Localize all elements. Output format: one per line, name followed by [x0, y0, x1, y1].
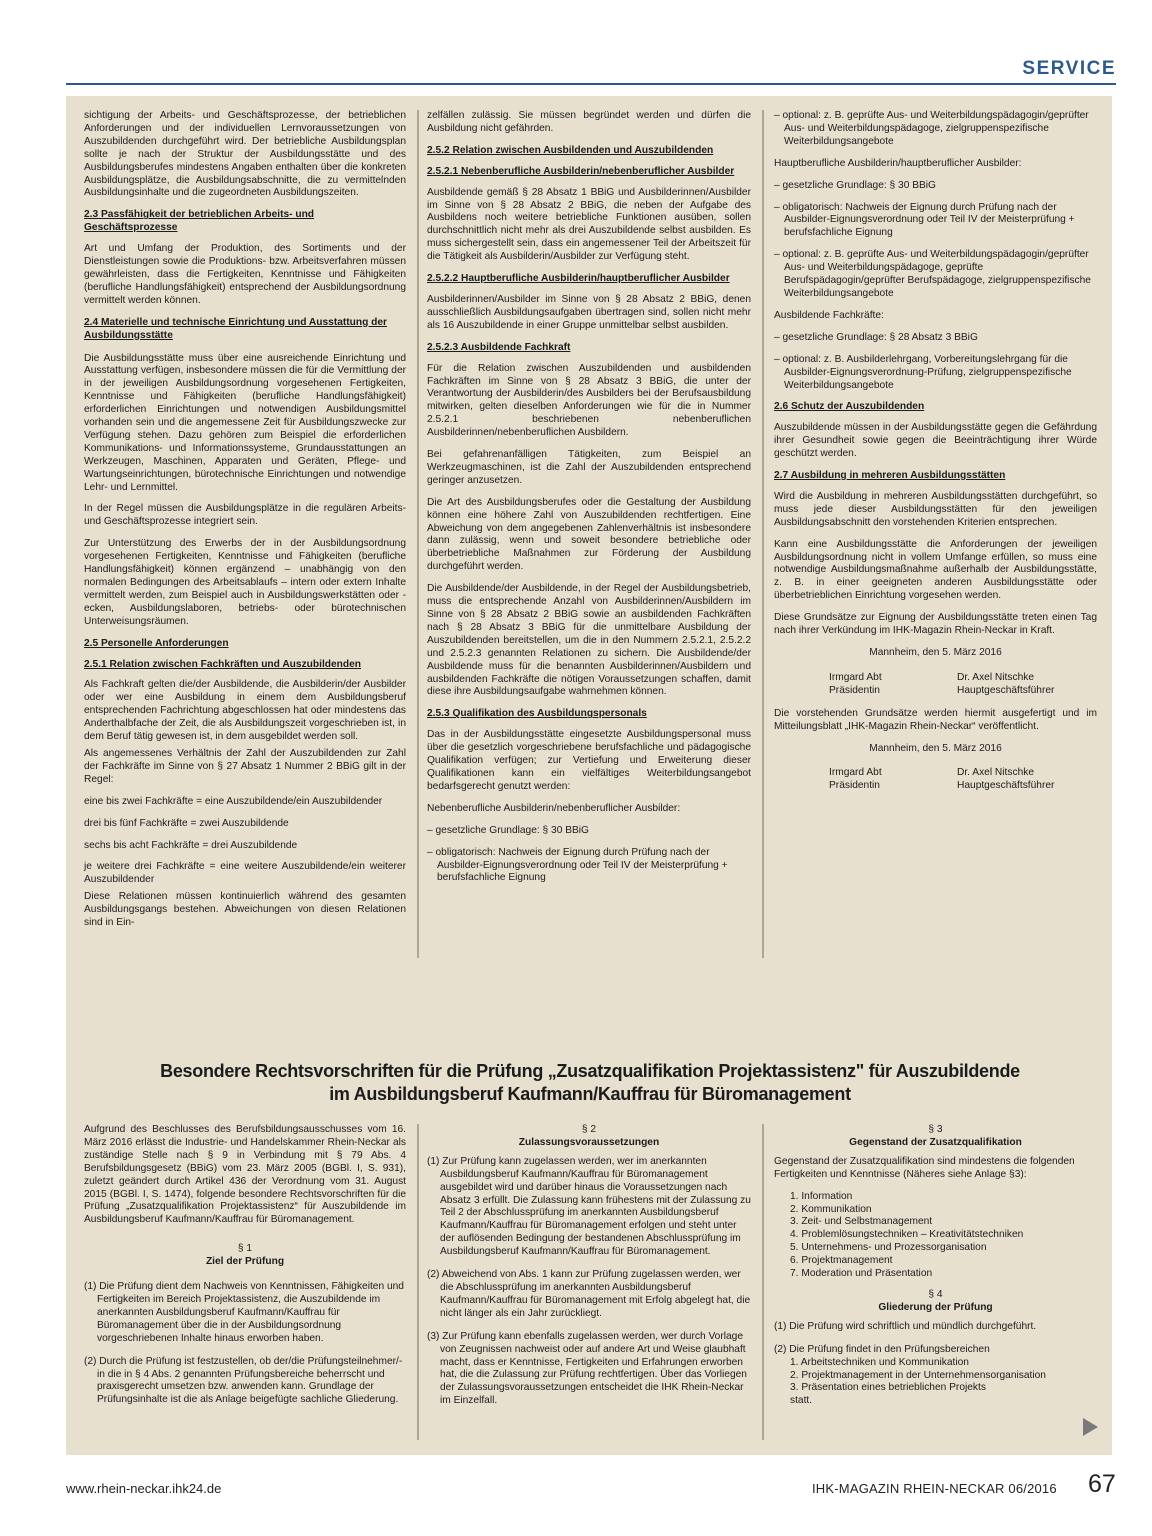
heading-2-5-2: 2.5.2 Relation zwischen Ausbildenden und Auszubildenden — [427, 144, 714, 156]
list-item: 3. Zeit- und Selbstmanagement — [790, 1216, 933, 1228]
paragraph: Ausbildende Fachkräfte: — [774, 309, 884, 321]
paragraph: Diese Relationen müssen kontinuierlich während des gesamten Ausbildungsgangs bestehen. Abweichungen von diesen Relationen sind in Ein- — [84, 891, 406, 929]
ratio-line: je weitere drei Fachkräfte = eine weitere Auszubildende/ein weiterer Auszubildender — [84, 861, 406, 886]
paragraph: Als Fachkraft gelten die/der Ausbildende, die Ausbilderin/der Ausbilder oder wer eine Ausbildung in einem dem Ausbildungsberuf entsprechenden Fachrichtung abgeschlossen hat oder mindestens das Anderthalbfache der Zeit, die als Ausbildungszeit vorgeschrieben ist, in dem Beruf tätig gewesen ist, in dem ausgebildet werden soll. — [84, 679, 406, 743]
regulation-title — [90, 1060, 1090, 1106]
section-number: § 3 — [928, 1124, 943, 1135]
paragraph: Art und Umfang der Produktion, des Sortiments und der Dienstleistungen sowie die Produktions- bzw. Arbeitsverfahren müssen gewährleisten, dass die Fertigkeiten, Kenntnisse und Fähigkeiten (berufliche Handlungsfähigkeit) entsprechend der Ausbildungsordnung vermittelt werden können. — [84, 243, 406, 306]
signature-block — [829, 767, 1097, 793]
date-line: Mannheim, den 5. März 2016 — [869, 742, 1002, 754]
paragraph: Auszubildende müssen in der Ausbildungsstätte gegen die Gefährdung ihrer Gesundheit sowie gegen die Beeinträchtigung ihrer Würde geschützt werden. — [774, 422, 1097, 460]
signature-block — [829, 672, 1097, 698]
dash-item: – optional: z. B. Ausbilderlehrgang, Vorbereitungslehrgang für die Ausbilder-Eignungsverordnung-Prüfung, zielgruppenspezifische Weiterbildungsangebote — [774, 353, 1072, 391]
paragraph: Wird die Ausbildung in mehreren Ausbildungsstätten durchgeführt, so muss jede dieser Ausbildungsstätten für den jeweiligen Ausbildungsabschnitt den vorstehenden Kriterien entsprechen. — [774, 490, 1097, 528]
heading-2-6: 2.6 Schutz der Auszubildenden — [774, 401, 925, 413]
section-number: § 4 — [928, 1288, 943, 1300]
heading-2-5-1: 2.5.1 Relation zwischen Fachkräften und Auszubildenden — [84, 658, 361, 670]
paragraph: Die vorstehenden Grundsätze werden hiermit ausgefertigt und im Mitteilungsblatt „IHK-Magazin Rhein-Neckar“ veröffentlicht. — [774, 707, 1097, 732]
clause: (2) Abweichend von Abs. 1 kann zur Prüfung zugelassen werden, wer die Abschlussprüfung im anerkannten Ausbildungsberuf Kaufmann/Kauffrau für Büromanagement mit Erfolg abgelegt hat, die nicht länger als ein Jahr zurückliegt. — [427, 1269, 751, 1319]
regulation-title-line: im Ausbildungsberuf Kaufmann/Kauffrau für Büromanagement — [329, 1084, 851, 1104]
signatory-role: Präsidentin — [829, 780, 880, 792]
heading-2-5-2-2: 2.5.2.2 Hauptberufliche Ausbilderin/hauptberuflicher Ausbilder — [427, 273, 730, 285]
signatory-name: Dr. Axel Nitschke — [957, 767, 1034, 779]
heading-2-5-2-3: 2.5.2.3 Ausbildende Fachkraft — [427, 341, 571, 353]
paragraph: Gegenstand der Zusatzqualifikation sind mindestens die folgenden Fertigkeiten und Kenntnisse (Näheres siehe Anlage §3): — [774, 1155, 1075, 1180]
section-title: Zulassungsvoraussetzungen — [518, 1136, 660, 1148]
list-item: 3. Präsentation eines betrieblichen Projekts — [790, 1382, 986, 1394]
section-title: Gegenstand der Zusatzqualifikation — [849, 1136, 1022, 1148]
column-divider — [762, 110, 764, 958]
paragraph: sichtigung der Arbeits- und Geschäftsprozesse, der betrieblichen Anforderungen und der individuellen Lernvoraussetzungen von Auszubildenden durchgeführt wird. Der betriebliche Ausbildungsplan sollte je nach der Struktur der Ausbildungsstätte und des Ausbildungsberufes mindestens Angaben enthalten über die konkreten Ausbildungsplätze, die Ausbildungsabschnitte, die zu vermittelnden Ausbildungsinhalte und die zugeordneten Ausbildungszeiten. — [84, 110, 406, 199]
footer-magazine: IHK-MAGAZIN RHEIN-NECKAR 06/2016 — [812, 1481, 1057, 1496]
signatory — [957, 672, 1085, 698]
paragraph: Zur Unterstützung des Erwerbs der in der Ausbildungsordnung vorgesehenen Fertigkeiten, Kenntnisse und Fähigkeiten (berufliche Handlungsfähigkeit) können ergänzend – unabhängig von den normalen Bedingungen des Arbeitsablaufs – intern oder extern Inhalte vermittelt werden, zum Beispiel auch in Ausbildungswerkstätten oder -ecken, Ausbildungslaboren, betriebs- oder bürotechnischen Unterweisungsräumen. — [84, 538, 406, 627]
list-item: 2. Kommunikation — [790, 1203, 872, 1215]
paragraph: zelfällen zulässig. Sie müssen begründet werden und dürfen die Ausbildung nicht gefährden. — [427, 110, 751, 134]
paragraph: Hauptberufliche Ausbilderin/hauptberuflicher Ausbilder: — [774, 157, 1022, 169]
list-item: 1. Arbeitstechniken und Kommunikation — [790, 1356, 969, 1368]
paragraph: Kann eine Ausbildungsstätte die Anforderungen der jeweiligen Ausbildungsordnung nicht in vollem Umfange erfüllen, so muss eine notwendige Ausbildungsmaßnahme außerhalb der Ausbildungsstätte, z. B. in einer geeigneten anderen Ausbildungsstätte oder überbetrieblichen Einrichtung vorgesehen werden. — [774, 538, 1097, 602]
paragraph: Für die Relation zwischen Auszubildenden und ausbildenden Fachkräften im Sinne von § 28 Absatz 3 BBiG, die unter der Verantwortung der Ausbilderin/des Ausbilders bei der Berufsausbildung mitwirken, gelten dieselben Anforderungen wie für die in Nummer 2.5.2.1 beschriebenen nebenberuflichen Ausbilderinnen/nebenberuflichen Ausbildern. — [427, 362, 751, 439]
column-divider — [417, 110, 419, 958]
clause: (1) Zur Prüfung kann zugelassen werden, wer im anerkannten Ausbildungsberuf Kaufmann/Kauffrau für Büromanagement ausgebildet wird und darüber hinaus die Voraussetzungen nach Absatz 3 erfüllt. Die Zulassung kann frühestens mit der Zulassung zu Teil 2 der Abschlussprüfung im anerkannten Ausbildungsberuf Kaufmann/Kauffrau für Büromanagement erfolgen und steht unter der auflösenden Bedingung der bestandenen Abschlussprüfung im Ausbildungsberuf Kaufmann/Kauffrau für Büromanagement. — [427, 1155, 751, 1258]
ratio-line: sechs bis acht Fachkräfte = drei Auszubildende — [84, 839, 298, 851]
section-title: Ziel der Prüfung — [205, 1256, 285, 1268]
section-number: § 2 — [581, 1124, 597, 1135]
paragraph: Als angemessenes Verhältnis der Zahl der Auszubildenden zur Zahl der Fachkräfte im Sinne von § 27 Absatz 1 Nummer 2 BBiG gilt in der Regel: — [84, 747, 406, 785]
column-divider — [417, 1124, 419, 1440]
dash-item: – gesetzliche Grundlage: § 28 Absatz 3 BBiG — [774, 331, 978, 343]
list-item: 2. Projektmanagement in der Unternehmensorganisation — [790, 1369, 1046, 1381]
signatory-name: Dr. Axel Nitschke — [957, 671, 1034, 683]
list-item: 6. Projektmanagement — [790, 1255, 893, 1267]
signatory-role: Hauptgeschäftsführer — [957, 684, 1055, 696]
dash-item: – obligatorisch: Nachweis der Eignung durch Prüfung nach der Ausbilder-Eignungsverordnung oder Teil IV der Meisterprüfung + berufsfachliche Eignung — [774, 201, 1075, 239]
signatory-name: Irmgard Abt — [829, 671, 882, 683]
section-3-heading — [774, 1124, 1097, 1150]
dash-item: – gesetzliche Grundlage: § 30 BBiG — [427, 824, 589, 836]
ratio-line: eine bis zwei Fachkräfte = eine Auszubildende/ein Auszubildender — [84, 795, 383, 807]
paragraph: Diese Grundsätze zur Eignung der Ausbildungsstätte treten einen Tag nach ihrer Verkündung im IHK-Magazin Rhein-Neckar in Kraft. — [774, 612, 1097, 637]
heading-2-3: 2.3 Passfähigkeit der betrieblichen Arbeits- und Geschäftsprozesse — [84, 209, 315, 234]
paragraph: Die Art des Ausbildungsberufes oder die Gestaltung der Ausbildung können eine höhere Zahl von Auszubildenden rechtfertigen. Eine Abweichung von dem angegebenen Zahlenverhältnis ist insbesondere dann zulässig, wenn und soweit besondere betriebliche oder überbetriebliche Maßnahmen zur Förderung der Ausbildung durchgeführt werden. — [427, 496, 751, 573]
list-item: 7. Moderation und Präsentation — [790, 1268, 933, 1280]
heading-2-5-2-1: 2.5.2.1 Nebenberufliche Ausbilderin/nebenberuflicher Ausbilder — [427, 165, 735, 177]
list-item: statt. — [790, 1395, 813, 1407]
paragraph: Bei gefahrenanfälligen Tätigkeiten, zum Beispiel an Werkzeugmaschinen, ist die Zahl der Auszubildenden entsprechend geringer anzusetzen. — [427, 449, 751, 486]
list-item: 4. Problemlösungstechniken – Kreativitätstechniken — [790, 1229, 1024, 1241]
dash-item: – optional: z. B. geprüfte Aus- und Weiterbildungspädagogin/geprüfter Aus- und Weiterbildungspädagoge, zielgruppenspezifische Weiterbildungsangebote — [774, 110, 1089, 147]
paragraph: Die Ausbildende/der Ausbildende, in der Regel der Ausbildungsbetrieb, muss die entsprechende Anzahl von Ausbilderinnen/Ausbildern im Sinne von § 28 Absatz 2 BBiG sowie an ausbildenden Fachkräften nach § 28 Absatz 3 BBiG für die unmittelbare Ausbildung der Auszubildenden bereitstellen, um die in den Nummern 2.5.2.1, 2.5.2.2 und 2.5.2.3 genannten Relationen zu sichern. Die Ausbildende/der Ausbildende muss für die benannten Ausbilderinnen/Ausbildern und ausbildenden Fachkräfte die nötigen Voraussetzungen schaffen, damit diese ihre Ausbildungsaufgabe wahrnehmen können. — [427, 583, 751, 698]
column-divider — [762, 1124, 764, 1440]
section-4-heading — [774, 1289, 1097, 1315]
column-2 — [427, 110, 751, 894]
heading-2-5: 2.5 Personelle Anforderungen — [84, 637, 229, 649]
list-item: 1. Information — [790, 1190, 853, 1202]
clause: (3) Zur Prüfung kann ebenfalls zugelassen werden, wer durch Vorlage von Zeugnissen nachweist oder auf andere Art und Weise glaubhaft macht, dass er Kenntnisse, Fertigkeiten und Erfahrungen erworben hat, die die Zulassung zur Prüfung rechtfertigen. Über das Vorliegen der Zulassungsvoraussetzungen entscheidet die IHK Rhein-Neckar im Einzelfall. — [427, 1330, 747, 1407]
section-label: SERVICE — [1022, 58, 1116, 79]
paragraph: Nebenberufliche Ausbilderin/nebenberuflicher Ausbilder: — [427, 802, 681, 814]
heading-2-7: 2.7 Ausbildung in mehreren Ausbildungsstätten — [774, 470, 1006, 482]
signatory-name: Irmgard Abt — [829, 767, 882, 779]
ratio-line: drei bis fünf Fachkräfte = zwei Auszubildende — [84, 817, 289, 829]
signatory — [829, 672, 957, 698]
heading-2-4: 2.4 Materielle und technische Einrichtung und Ausstattung der Ausbildungsstätte — [84, 316, 388, 341]
dash-item: – obligatorisch: Nachweis der Eignung durch Prüfung nach der Ausbilder-Eignungsverordnung oder Teil IV der Meisterprüfung + berufsfachliche Eignung — [427, 846, 728, 884]
regulation-column-3 — [774, 1124, 1097, 1408]
signatory — [829, 767, 957, 793]
heading-2-5-3: 2.5.3 Qualifikation des Ausbildungspersonals — [427, 708, 647, 720]
paragraph: Aufgrund des Beschlusses des Berufsbildungsausschusses vom 16. März 2016 erlässt die Industrie- und Handelskammer Rhein-Neckar als zuständige Stelle nach § 9 in Verbindung mit § 79 Abs. 4 Berufsbildungsgesetz (BBiG) vom 23. März 2005 (BGBl. I, S. 931), zuletzt geändert durch Artikel 436 der Verordnung vom 31. August 2015 (BGBl. I, S. 1474), folgende besondere Rechtsvorschriften für die Prüfung „Zusatzqualifikation Projektassistenz“ für Auszubildende im Ausbildungsberuf Kaufmann/Kauffrau für Büromanagement. — [84, 1124, 406, 1226]
signatory — [957, 767, 1085, 793]
clause: (2) Durch die Prüfung ist festzustellen, ob der/die Prüfungsteilnehmer/-in die in § 4 Abs. 2 genannten Prüfungsbereiche beherrscht und praxisgerecht umsetzen bzw. anwenden kann. Grundlage der Prüfungsinhalte ist die als Anlage beigefügte sachliche Gliederung. — [84, 1355, 403, 1406]
footer-url[interactable]: www.rhein-neckar.ihk24.de — [66, 1481, 222, 1496]
column-3 — [774, 110, 1097, 803]
play-triangle-icon[interactable] — [1083, 1418, 1098, 1436]
dash-item: – optional: z. B. geprüfte Aus- und Weiterbildungspädagogin/geprüfter Aus- und Weiterbildungspädagoge, geprüfte Berufspädagogin/geprüfter Berufspädagoge, zielgruppenspezifische Weiterbildungsangebote — [774, 249, 1091, 299]
paragraph: Das in der Ausbildungsstätte eingesetzte Ausbildungspersonal muss über die gesetzlich vorgeschriebene berufsfachliche und pädagogische Qualifikation verfügen; zur Vertiefung und Erweiterung dieser Qualifikationen kann ein vielfältiges Weiterbildungsangebot bedarfsgerecht genutzt werden: — [427, 729, 751, 792]
paragraph: In der Regel müssen die Ausbildungsplätze in die regulären Arbeits- und Geschäftsprozesse integriert sein. — [84, 503, 406, 528]
page-number: 67 — [1088, 1470, 1116, 1498]
header-rule — [66, 83, 1116, 85]
section-2-heading — [427, 1124, 751, 1150]
paragraph: Ausbildende gemäß § 28 Absatz 1 BBiG und Ausbilderinnen/Ausbilder im Sinne von § 28 Absatz 2 BBiG, die neben der Aufgabe des Ausbildens noch weitere betriebliche Funktionen ausüben, sollen durchschnittlich nicht mehr als drei Auszubildende selbst ausbilden. Es muss sichergestellt sein, dass ein angemessener Teil der Arbeitszeit für die Tätigkeit als Ausbilderin/Ausbilder zur Verfügung steht. — [427, 186, 751, 263]
section-1-heading — [84, 1243, 406, 1269]
regulation-title-line: Besondere Rechtsvorschriften für die Prüfung „Zusatzqualifikation Projektassistenz" für Auszubildende — [160, 1061, 1020, 1081]
list-item: 5. Unternehmens- und Prozessorganisation — [790, 1242, 987, 1254]
section-number: § 1 — [237, 1243, 253, 1255]
paragraph: Ausbilderinnen/Ausbilder im Sinne von § 28 Absatz 2 BBiG, denen ausschließlich Ausbildungsaufgaben übertragen sind, sollen nicht mehr als 16 Auszubildende in einer Gruppe unmittelbar selbst ausbilden. — [427, 293, 751, 331]
paragraph: Die Ausbildungsstätte muss über eine ausreichende Einrichtung und Ausstattung verfügen, insbesondere müssen die für die Vermittlung der in der jeweiligen Ausbildungsordnung vorgesehenen Fertigkeiten, Kenntnisse und Fähigkeiten (berufliche Handlungsfähigkeit) erforderlichen Einrichtungen und notwendigen Ausbildungsmittel vorhanden sein und die angemessene Zeit für Ausbildungszwecke zur Verfügung stehen. Dazu gehören zum Beispiel die erforderlichen Kommunikations- und Informationssysteme, Grundausstattungen an Werkzeugen, Maschinen, Apparaten und Geräten, Pflege- und Wartungseinrichtungen, bürotechnische Einrichtungen und notwendige Lehr- und Lernmittel. — [84, 352, 406, 493]
clause: (2) Die Prüfung findet in den Prüfungsbereichen — [774, 1343, 990, 1355]
signatory-role: Hauptgeschäftsführer — [957, 780, 1055, 792]
topic-list — [774, 1191, 1097, 1281]
date-line: Mannheim, den 5. März 2016 — [869, 647, 1002, 658]
dash-item: – gesetzliche Grundlage: § 30 BBiG — [774, 179, 936, 191]
clause: (1) Die Prüfung dient dem Nachweis von Kenntnissen, Fähigkeiten und Fertigkeiten im Bereich Projektassistenz, die Auszubildende im anerkannten Ausbildungsberuf Kaufmann/Kauffrau für Büromanagement über die in der Ausbildungsordnung vorgeschriebenen Inhalte hinaus erworben haben. — [84, 1281, 404, 1344]
section-title: Gliederung der Prüfung — [878, 1301, 993, 1313]
regulation-column-1 — [84, 1124, 406, 1417]
column-1 — [84, 110, 406, 939]
signatory-role: Präsidentin — [829, 684, 880, 696]
regulation-column-2 — [427, 1124, 751, 1418]
clause: (1) Die Prüfung wird schriftlich und mündlich durchgeführt. — [774, 1320, 1037, 1332]
exam-areas-list — [774, 1357, 1097, 1409]
